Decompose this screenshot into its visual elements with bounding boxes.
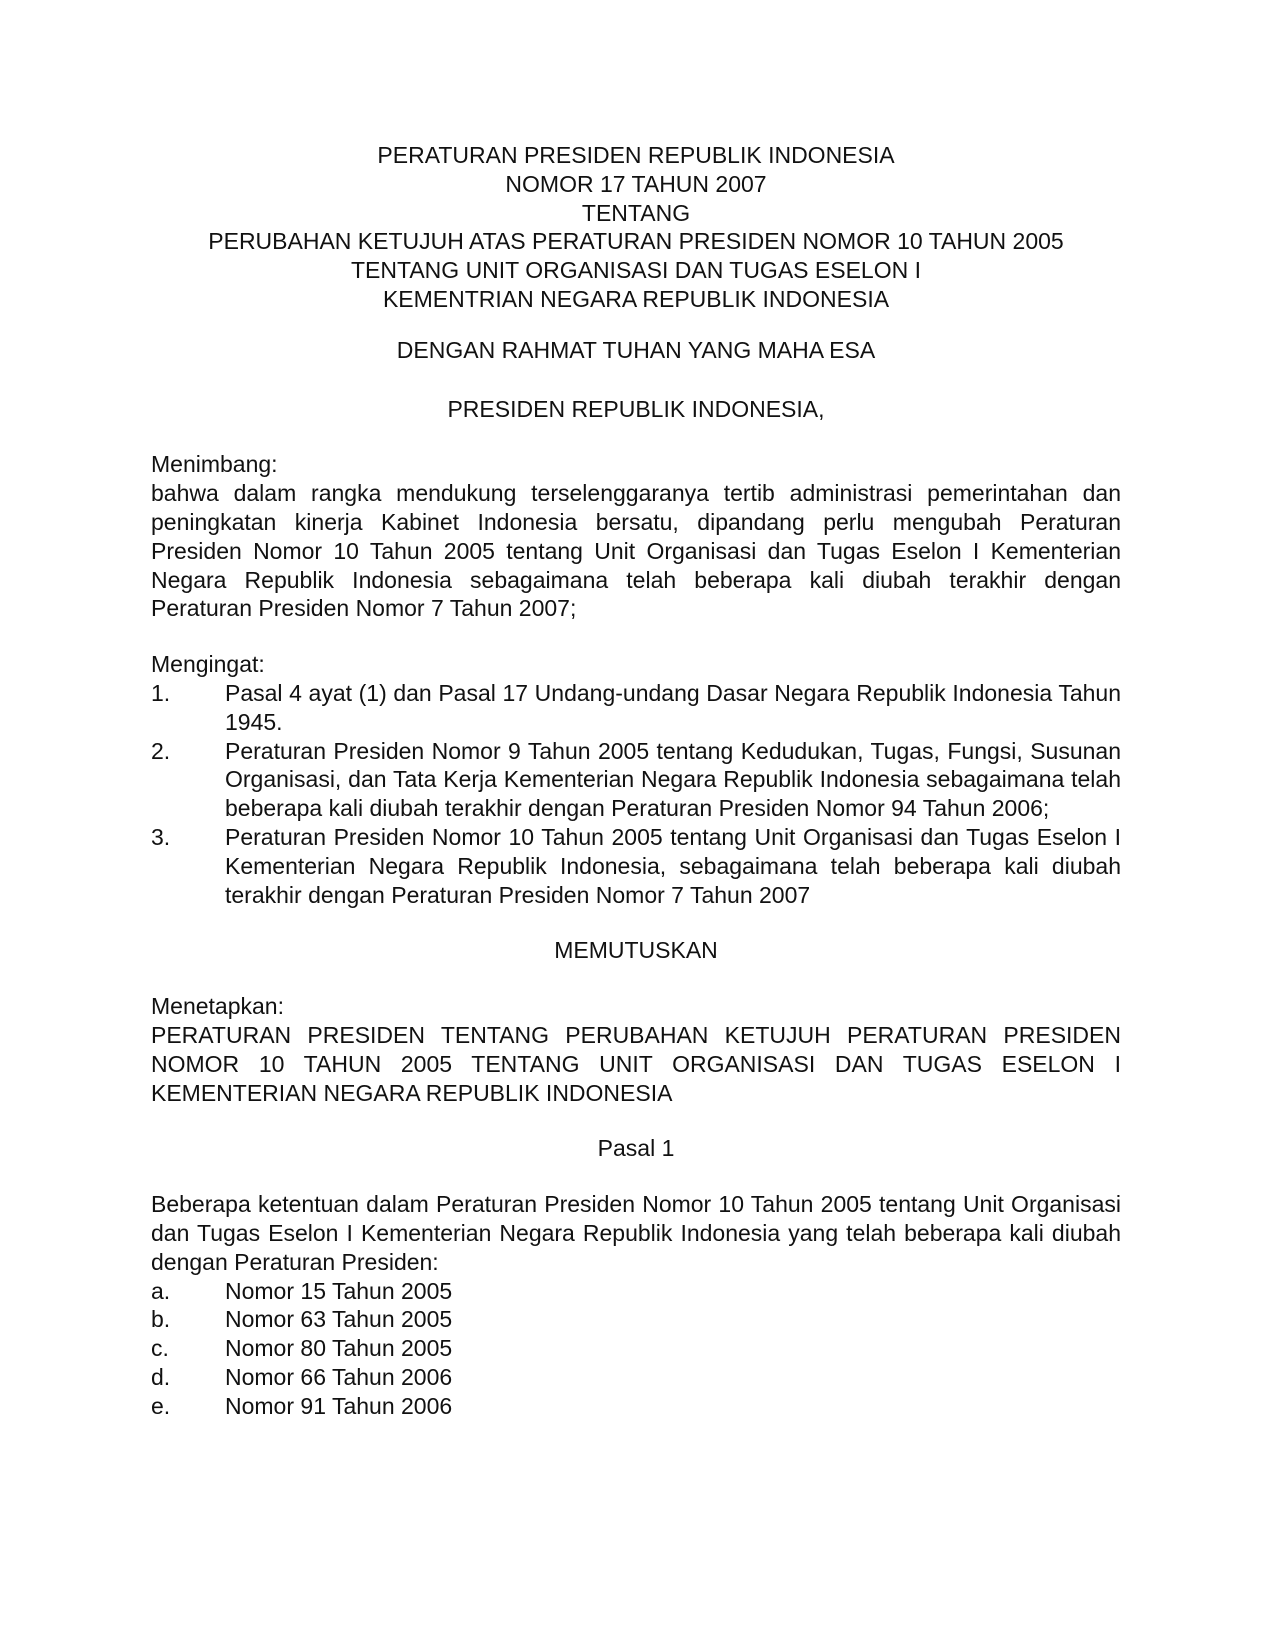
pasal-1-intro: Beberapa ketentuan dalam Peraturan Presiden Nomor 10 Tahun 2005 tentang Unit Organisasi dan Tugas Eselon I Kementerian Negara Republik Indonesia yang telah beberapa kali diubah dengan Peraturan Presiden: xyxy=(151,1191,1121,1275)
list-item-number: 3. xyxy=(151,823,171,850)
invocation: DENGAN RAHMAT TUHAN YANG MAHA ESA xyxy=(396,336,876,363)
list-item-text: Peraturan Presiden Nomor 9 Tahun 2005 tentang Kedudukan, Tugas, Fungsi, Susunan Organisasi, dan Tata Kerja Kementerian Negara Republik Indonesia sebagaimana telah beberapa kali diubah terakhir dengan Peraturan Presiden Nomor 94 Tahun 2006; xyxy=(225,737,1121,822)
list-item xyxy=(151,1363,1121,1392)
title-line-5: TENTANG UNIT ORGANISASI DAN TUGAS ESELON I xyxy=(351,257,921,284)
mengingat-list xyxy=(151,679,1121,909)
regulation-title xyxy=(151,141,1121,314)
title-line-4: PERUBAHAN KETUJUH ATAS PERATURAN PRESIDEN NOMOR 10 TAHUN 2005 xyxy=(208,228,1064,255)
title-line-6: KEMENTRIAN NEGARA REPUBLIK INDONESIA xyxy=(382,285,890,312)
list-item-text: Peraturan Presiden Nomor 10 Tahun 2005 tentang Unit Organisasi dan Tugas Eselon I Kementerian Negara Republik Indonesia, sebagaimana telah beberapa kali diubah terakhir dengan Peraturan Presiden Nomor 7 Tahun 2007 xyxy=(225,823,1121,908)
list-item-text: Pasal 4 ayat (1) dan Pasal 17 Undang-undang Dasar Negara Republik Indonesia Tahun 1945. xyxy=(225,679,1121,735)
mengingat-section xyxy=(151,650,1121,909)
list-item xyxy=(151,1392,1121,1421)
list-item-number: 1. xyxy=(151,679,171,706)
document-page xyxy=(151,141,1121,1420)
list-item xyxy=(151,1305,1121,1334)
list-item-letter: a. xyxy=(151,1277,171,1304)
list-item-letter: e. xyxy=(151,1392,171,1419)
list-item-letter: d. xyxy=(151,1363,171,1390)
pasal-1-heading: Pasal 1 xyxy=(597,1135,675,1162)
title-line-3: TENTANG xyxy=(581,199,691,226)
title-line-2: NOMOR 17 TAHUN 2007 xyxy=(505,170,767,197)
title-line-1: PERATURAN PRESIDEN REPUBLIK INDONESIA xyxy=(377,142,895,168)
list-item-text: Nomor 80 Tahun 2005 xyxy=(225,1335,453,1362)
list-item-letter: c. xyxy=(151,1335,169,1362)
president-heading: PRESIDEN REPUBLIK INDONESIA, xyxy=(447,395,825,422)
list-item xyxy=(151,737,1121,823)
list-item xyxy=(151,823,1121,909)
mengingat-label: Mengingat: xyxy=(151,651,265,678)
memutuskan-heading: MEMUTUSKAN xyxy=(554,937,718,964)
menetapkan-label: Menetapkan: xyxy=(151,993,284,1020)
pasal-1-section xyxy=(151,1190,1121,1420)
list-item-text: Nomor 63 Tahun 2005 xyxy=(225,1306,453,1333)
menimbang-section xyxy=(151,450,1121,623)
menimbang-label: Menimbang: xyxy=(151,451,278,478)
pasal-1-list xyxy=(151,1277,1121,1421)
list-item-text: Nomor 66 Tahun 2006 xyxy=(225,1363,453,1390)
menetapkan-section xyxy=(151,992,1121,1107)
list-item xyxy=(151,1277,1121,1306)
list-item-text: Nomor 91 Tahun 2006 xyxy=(225,1392,453,1419)
list-item xyxy=(151,679,1121,737)
menimbang-text: bahwa dalam rangka mendukung terselenggaranya tertib administrasi pemerintahan dan peningkatan kinerja Kabinet Indonesia bersatu, dipandang perlu mengubah Peraturan Presiden Nomor 10 Tahun 2005 tentang Unit Organisasi dan Tugas Eselon I Kementerian Negara Republik Indonesia sebagaimana telah beberapa kali diubah terakhir dengan Peraturan Presiden Nomor 7 Tahun 2007; xyxy=(151,480,1121,622)
menetapkan-text: PERATURAN PRESIDEN TENTANG PERUBAHAN KETUJUH PERATURAN PRESIDEN NOMOR 10 TAHUN 2005 TENTANG UNIT ORGANISASI DAN TUGAS ESELON I KEMENTERIAN NEGARA REPUBLIK INDONESIA xyxy=(151,1021,1121,1106)
list-item-number: 2. xyxy=(151,737,171,764)
list-item xyxy=(151,1334,1121,1363)
list-item-letter: b. xyxy=(151,1306,171,1333)
list-item-text: Nomor 15 Tahun 2005 xyxy=(225,1277,453,1304)
